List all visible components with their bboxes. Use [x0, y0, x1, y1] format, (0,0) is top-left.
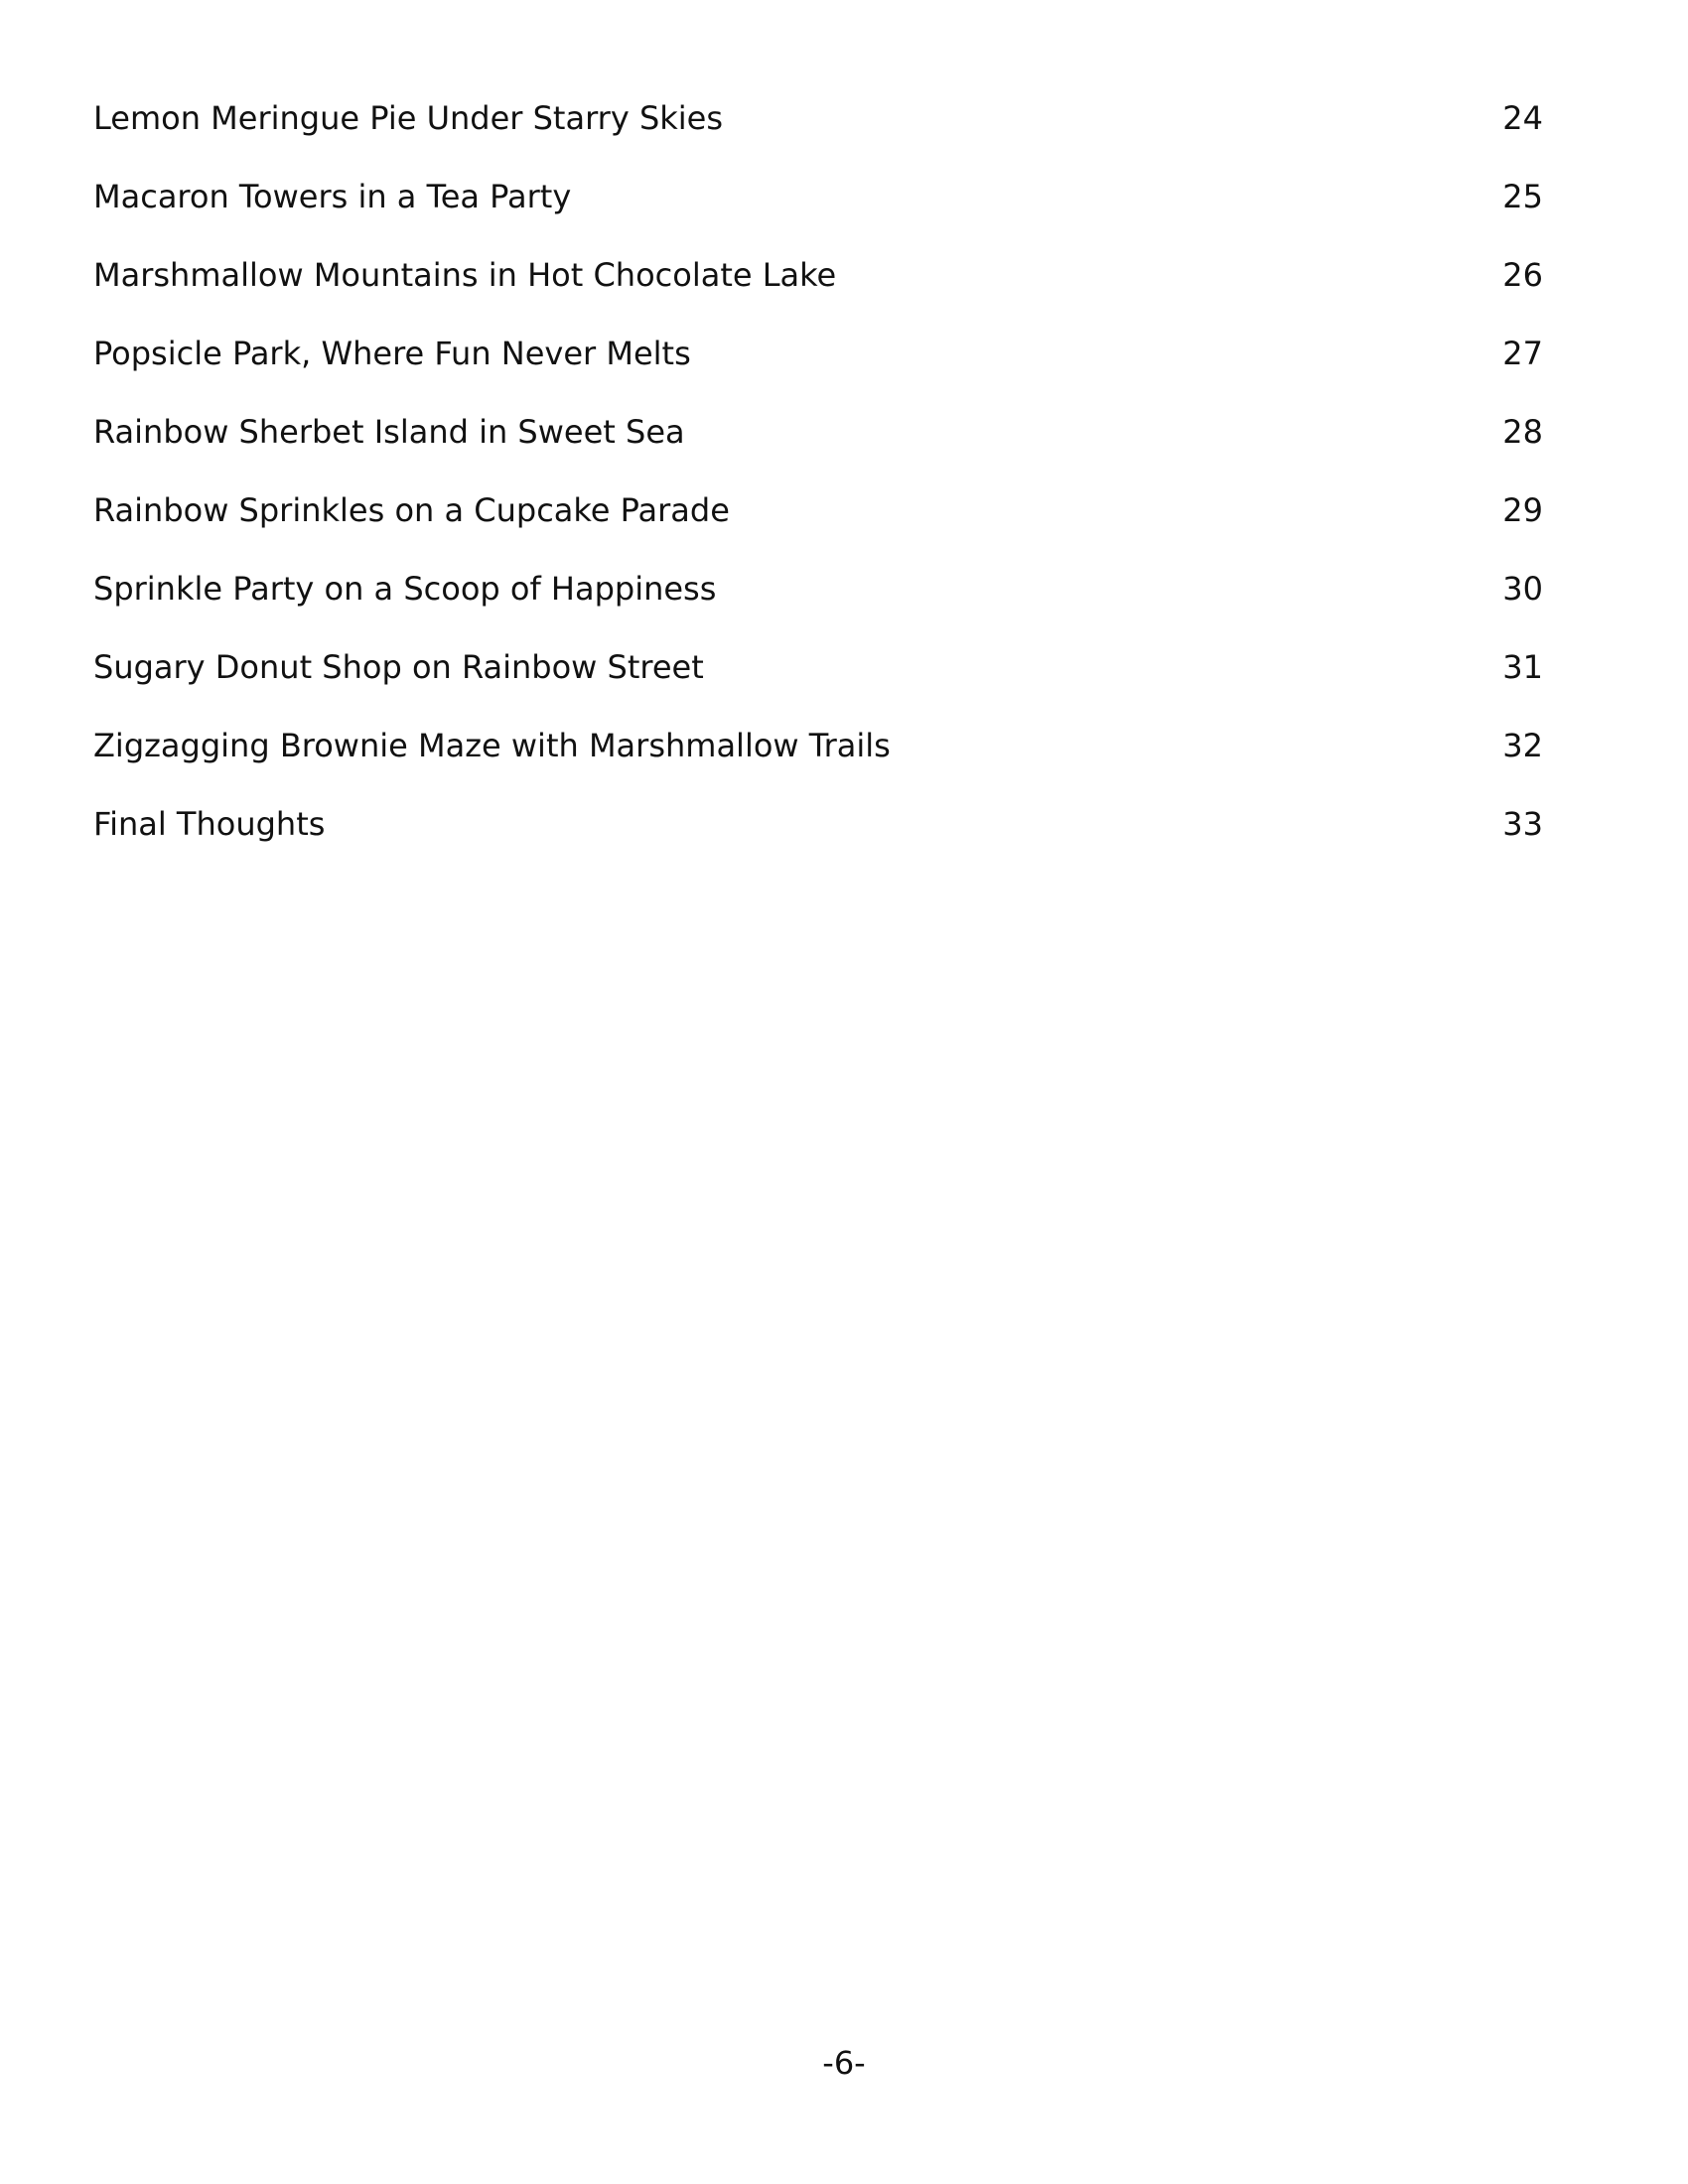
toc-entry-page: 29 — [1502, 491, 1543, 529]
toc-entry-title: Lemon Meringue Pie Under Starry Skies — [93, 99, 724, 137]
toc-entry-page: 25 — [1502, 178, 1543, 215]
toc-entry-title: Popsicle Park, Where Fun Never Melts — [93, 335, 691, 372]
toc-entry[interactable] — [93, 169, 1543, 247]
toc-entry-title: Marshmallow Mountains in Hot Chocolate Lake — [93, 256, 837, 294]
toc-entry[interactable] — [93, 561, 1543, 639]
table-of-contents — [93, 90, 1543, 875]
toc-entry[interactable] — [93, 90, 1543, 169]
toc-entry-page: 33 — [1502, 805, 1543, 843]
toc-entry-page: 24 — [1502, 99, 1543, 137]
toc-entry-page: 31 — [1502, 648, 1543, 686]
toc-entry-title: Rainbow Sprinkles on a Cupcake Parade — [93, 491, 730, 529]
toc-entry[interactable] — [93, 482, 1543, 561]
toc-entry-title: Sugary Donut Shop on Rainbow Street — [93, 648, 704, 686]
toc-entry-title: Final Thoughts — [93, 805, 326, 843]
toc-entry[interactable] — [93, 247, 1543, 326]
toc-entry-page: 32 — [1502, 727, 1543, 764]
toc-entry-page: 30 — [1502, 570, 1543, 608]
toc-entry-title: Rainbow Sherbet Island in Sweet Sea — [93, 413, 685, 451]
toc-entry[interactable] — [93, 796, 1543, 875]
toc-entry[interactable] — [93, 326, 1543, 404]
toc-entry-title: Zigzagging Brownie Maze with Marshmallow Trails — [93, 727, 891, 764]
toc-entry[interactable] — [93, 404, 1543, 482]
page-number: -6- — [822, 2044, 866, 2082]
toc-entry[interactable] — [93, 639, 1543, 718]
toc-entry-title: Sprinkle Party on a Scoop of Happiness — [93, 570, 717, 608]
toc-entry-page: 28 — [1502, 413, 1543, 451]
toc-entry[interactable] — [93, 718, 1543, 796]
toc-entry-page: 27 — [1502, 335, 1543, 372]
toc-entry-title: Macaron Towers in a Tea Party — [93, 178, 572, 215]
toc-entry-page: 26 — [1502, 256, 1543, 294]
